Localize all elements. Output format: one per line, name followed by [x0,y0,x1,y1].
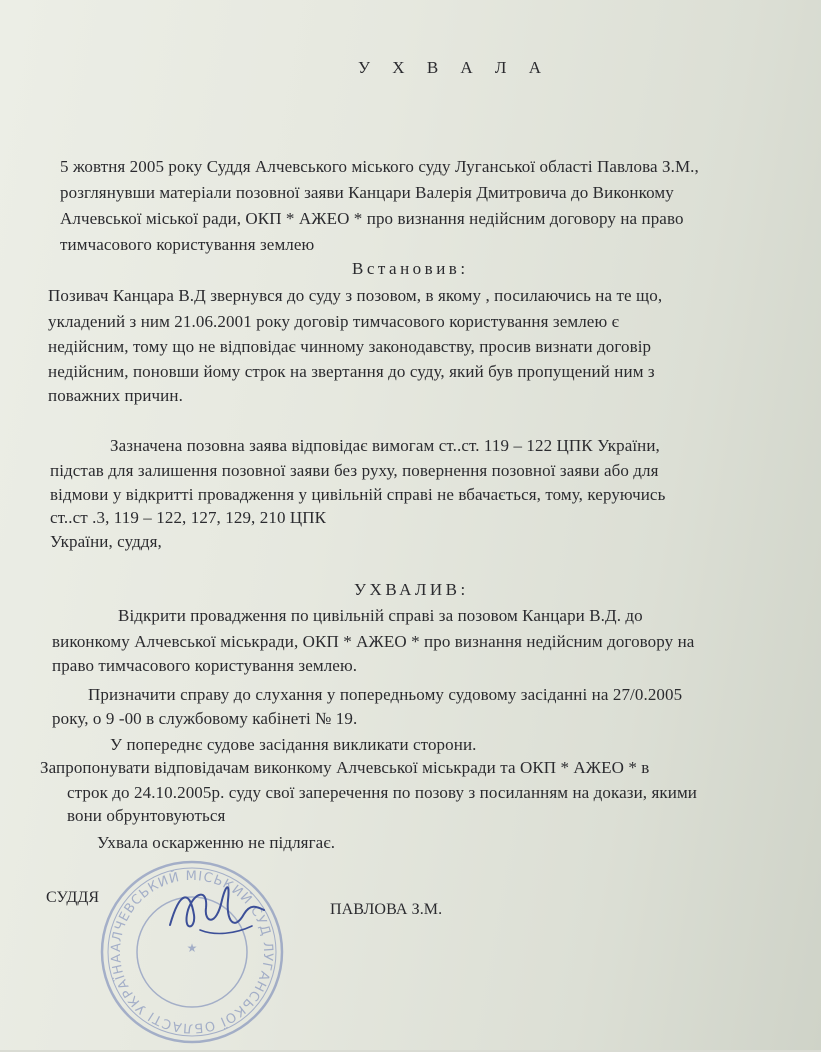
intro-line: Алчевської міської ради, ОКП * АЖЕО * про визнання недійсним договору на право [60,209,684,228]
compliance-line: України, суддя, [50,532,162,551]
ruling-line: У попереднє судове засідання викликати сторони. [110,735,477,754]
final-note: Ухвала оскарженню не підлягає. [97,833,336,852]
handwritten-signature [160,870,270,950]
ruled-heading: УХВАЛИВ: [354,580,469,599]
ruling-line: строк до 24.10.2005р. суду свої заперечення по позову з посиланням на докази, якими [67,783,698,802]
intro-line: розглянувши матеріали позовної заяви Канцари Валерія Дмитровича до Виконкому [60,183,674,202]
document-title: У Х В А Л А [358,58,550,77]
ruling-line: Запропонувати відповідачам виконкому Алчевської міськради та ОКП * АЖЕО * в [40,758,650,777]
signature-name: ПАВЛОВА З.М. [330,901,443,918]
established-line: поважних причин. [48,386,183,405]
ruling-line: Відкрити провадження по цивільній справі за позовом Канцари В.Д. до [118,606,643,625]
intro-line: 5 жовтня 2005 року Суддя Алчевського міського суду Луганської області Павлова З.М., [60,157,699,176]
established-line: недійсним, поновши йому строк на звертання до суду, який був пропущений ним з [48,362,655,381]
established-line: Позивач Канцара В.Д звернувся до суду з позовом, в якому , посилаючись на те що, [48,286,663,305]
established-heading: Встановив: [352,259,469,278]
compliance-line: підстав для залишення позовної заяви без руху, повернення позовної заяви або для [50,461,659,480]
ruling-line: виконкому Алчевської міськради, ОКП * АЖЕО * про визнання недійсним договору на [52,632,695,651]
ruling-line: Призначити справу до слухання у попередньому судовому засіданні на 27/0.2005 [88,685,683,704]
established-line: укладений з ним 21.06.2001 року договір тимчасового користування землею є [48,312,619,331]
established-line: недійсним, тому що не відповідає чинному законодавству, просив визнати договір [48,337,652,356]
compliance-line: відмови у відкритті провадження у цивільній справі не вбачається, тому, керуючись [50,485,666,504]
ruling-line: вони обрунтовуються [67,806,226,825]
intro-line: тимчасового користування землею [60,235,315,254]
stamp-text: АЛЧЕВСЬКИЙ МІСЬКИЙ СУД ЛУГАНСЬКОЇ ОБЛАСТІ УКРАЇНА [108,868,276,1036]
signature-role: СУДДЯ [46,889,100,906]
compliance-line: ст..ст .3, 119 – 122, 127, 129, 210 ЦПК [50,508,327,527]
compliance-line: Зазначена позовна заява відповідає вимогам ст..ст. 119 – 122 ЦПК України, [110,436,660,455]
ruling-line: року, о 9 -00 в службовому кабінеті № 19. [52,709,358,728]
ruling-line: право тимчасового користування землею. [52,656,358,675]
svg-text:★: ★ [186,941,198,955]
